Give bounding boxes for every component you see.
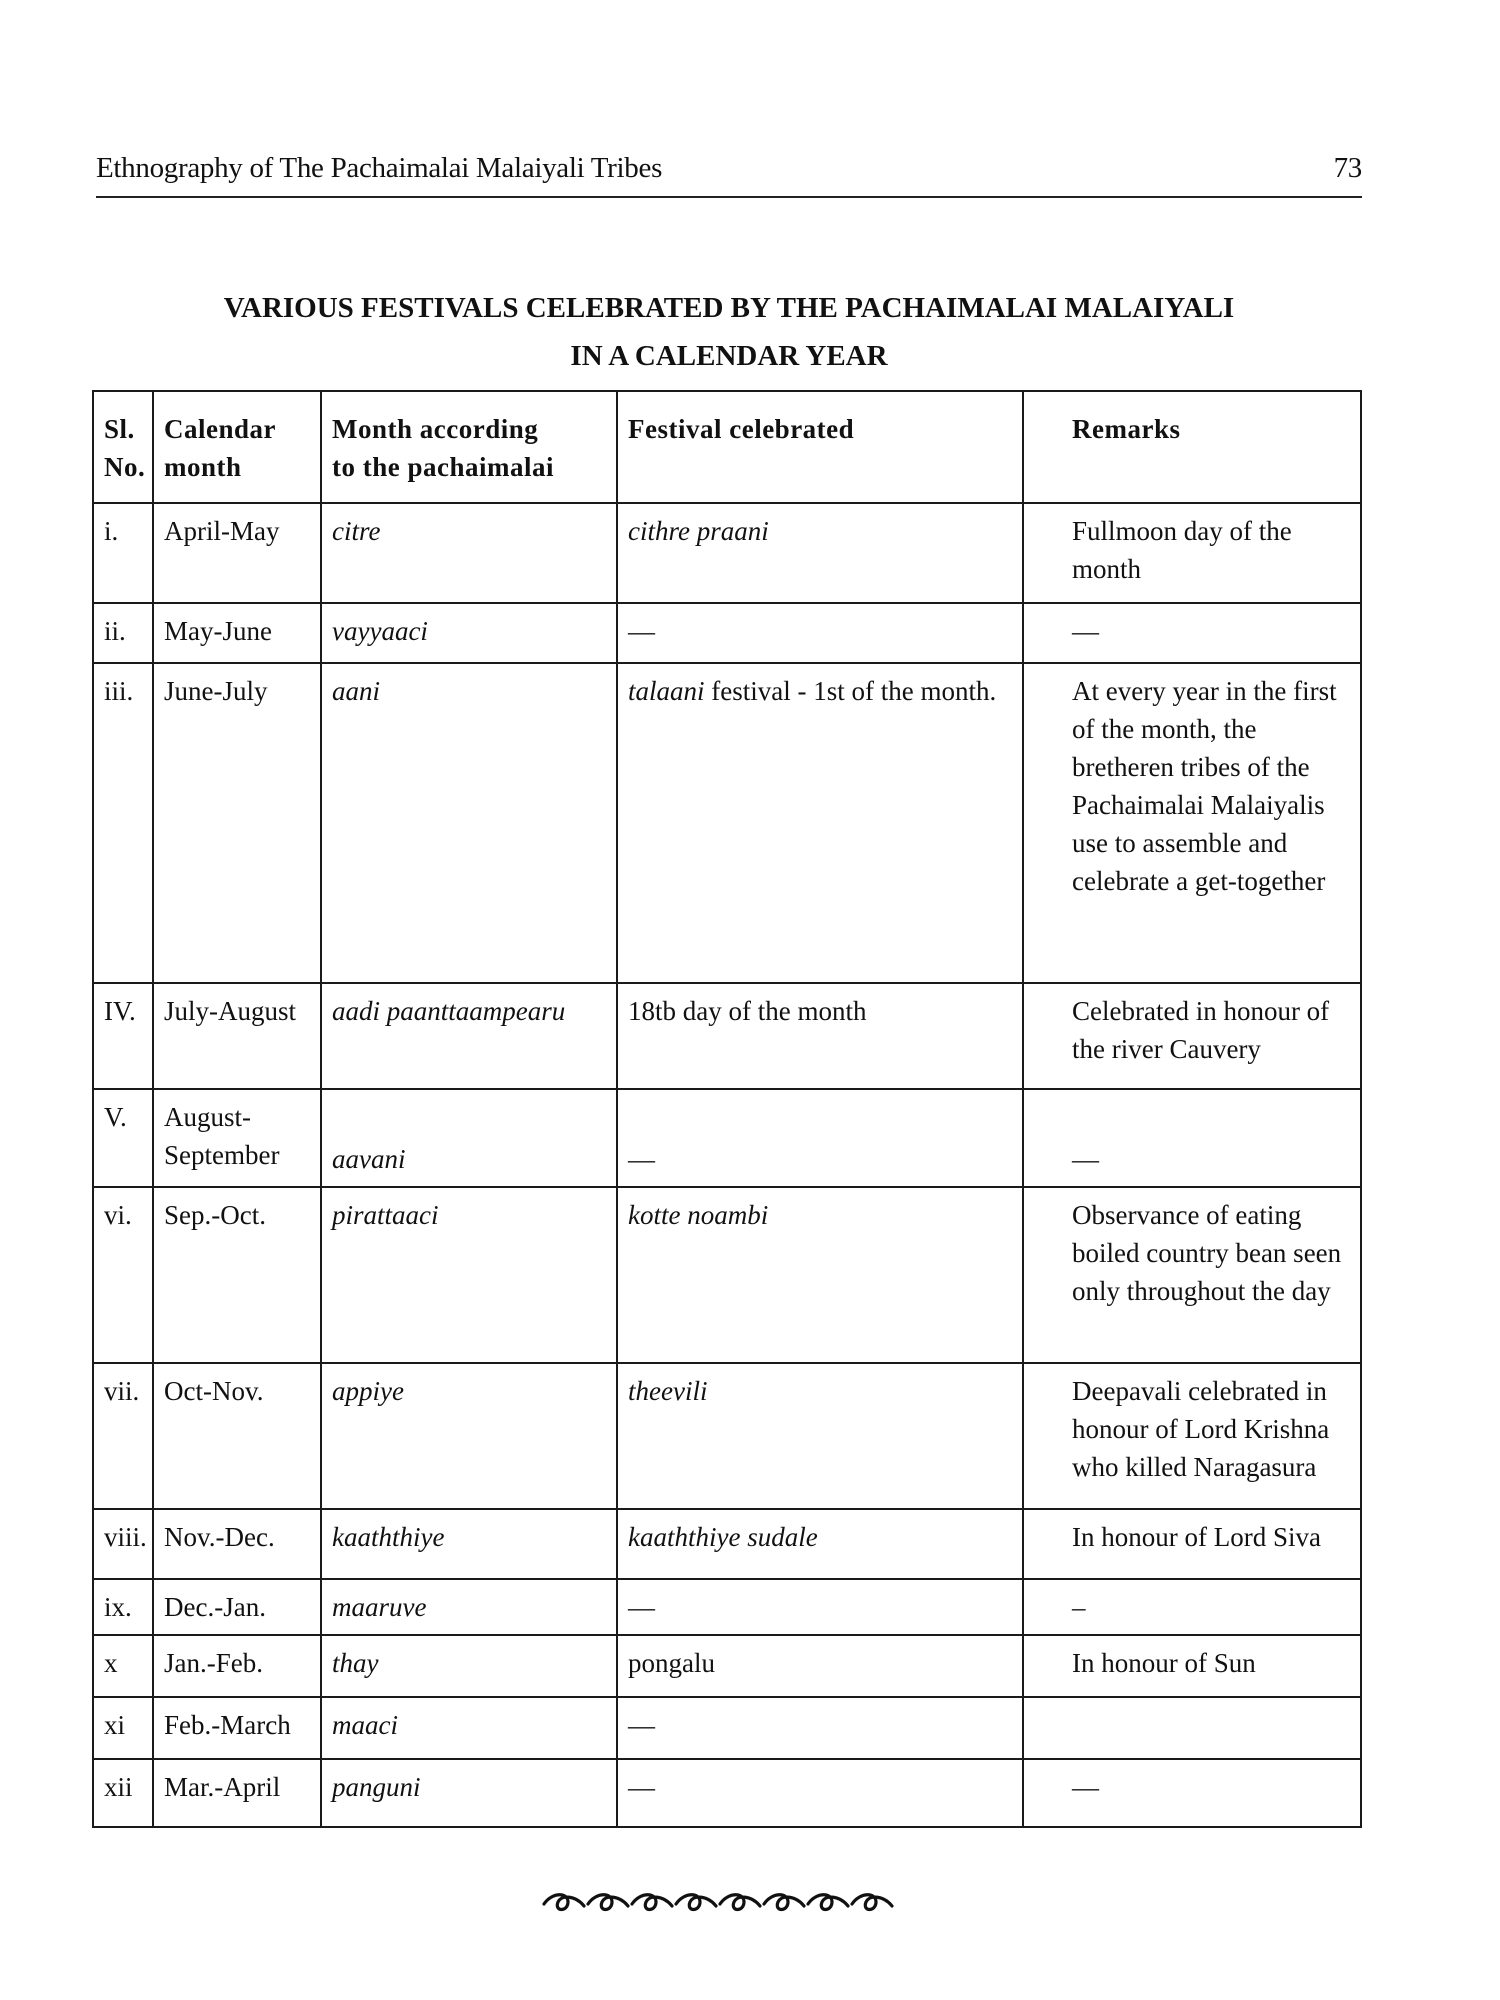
table-row bbox=[93, 503, 1361, 603]
table-row bbox=[93, 663, 1361, 983]
cell-month: maaruve bbox=[321, 1579, 617, 1635]
cell-sl: viii. bbox=[93, 1509, 153, 1579]
header-calendar-month: Calendar month bbox=[153, 391, 321, 503]
cell-sl: xii bbox=[93, 1759, 153, 1827]
cell-remarks: In honour of Sun bbox=[1023, 1635, 1361, 1697]
table-row bbox=[93, 1187, 1361, 1363]
cell-festival: — bbox=[617, 1579, 1023, 1635]
table-row bbox=[93, 1635, 1361, 1697]
table-row bbox=[93, 1509, 1361, 1579]
cell-calendar: June-July bbox=[153, 663, 321, 983]
table-row bbox=[93, 1759, 1361, 1827]
cell-month: vayyaaci bbox=[321, 603, 617, 663]
header-row bbox=[93, 391, 1361, 503]
cell-festival: cithre praani bbox=[617, 503, 1023, 603]
table-title-line-1: VARIOUS FESTIVALS CELEBRATED BY THE PACHAIMALAI MALAIYALI bbox=[223, 292, 1235, 324]
cell-sl: ix. bbox=[93, 1579, 153, 1635]
cell-remarks: — bbox=[1023, 1089, 1361, 1187]
cell-remarks: At every year in the first of the month, the bretheren tribes of the Pachaimalai Malaiyalis use to assemble and celebrate a get-together bbox=[1023, 663, 1361, 983]
cell-calendar: April-May bbox=[153, 503, 321, 603]
cell-festival: — bbox=[617, 603, 1023, 663]
cell-calendar: May-June bbox=[153, 603, 321, 663]
cell-festival: — bbox=[617, 1759, 1023, 1827]
cell-calendar: Feb.-March bbox=[153, 1697, 321, 1759]
cell-festival: pongalu bbox=[617, 1635, 1023, 1697]
cell-remarks: — bbox=[1023, 603, 1361, 663]
table-row bbox=[93, 1697, 1361, 1759]
cell-month: panguni bbox=[321, 1759, 617, 1827]
cell-remarks: Observance of eating boiled country bean seen only throughout the day bbox=[1023, 1187, 1361, 1363]
cell-calendar: August-September bbox=[153, 1089, 321, 1187]
table-row bbox=[93, 1579, 1361, 1635]
table-row bbox=[93, 983, 1361, 1089]
cell-sl: vi. bbox=[93, 1187, 153, 1363]
cell-month: thay bbox=[321, 1635, 617, 1697]
cell-sl: i. bbox=[93, 503, 153, 603]
cell-month: citre bbox=[321, 503, 617, 603]
cell-calendar: Oct-Nov. bbox=[153, 1363, 321, 1509]
cell-calendar: July-August bbox=[153, 983, 321, 1089]
cell-month: aadi paanttaampearu bbox=[321, 983, 617, 1089]
cell-remarks: Fullmoon day of the month bbox=[1023, 503, 1361, 603]
cell-calendar: Jan.-Feb. bbox=[153, 1635, 321, 1697]
table-row bbox=[93, 1363, 1361, 1509]
cell-sl: vii. bbox=[93, 1363, 153, 1509]
cell-sl: ii. bbox=[93, 603, 153, 663]
festivals-table bbox=[92, 390, 1362, 1828]
cell-sl: IV. bbox=[93, 983, 153, 1089]
decorative-ornament-divider bbox=[540, 1888, 900, 1918]
cell-calendar: Sep.-Oct. bbox=[153, 1187, 321, 1363]
cell-remarks: In honour of Lord Siva bbox=[1023, 1509, 1361, 1579]
header-remarks: Remarks bbox=[1023, 391, 1361, 503]
header-festival: Festival celebrated bbox=[617, 391, 1023, 503]
cell-month: appiye bbox=[321, 1363, 617, 1509]
cell-festival: — bbox=[617, 1089, 1023, 1187]
cell-festival: talaani festival - 1st of the month. bbox=[617, 663, 1023, 983]
cell-sl: x bbox=[93, 1635, 153, 1697]
cell-remarks bbox=[1023, 1697, 1361, 1759]
cell-remarks: Deepavali celebrated in honour of Lord Krishna who killed Naragasura bbox=[1023, 1363, 1361, 1509]
header-month-pachaimalai: Month according to the pachaimalai bbox=[321, 391, 617, 503]
table-title-line-2: IN A CALENDAR YEAR bbox=[570, 340, 888, 372]
cell-month: pirattaaci bbox=[321, 1187, 617, 1363]
cell-calendar: Dec.-Jan. bbox=[153, 1579, 321, 1635]
cell-sl: xi bbox=[93, 1697, 153, 1759]
cell-sl: V. bbox=[93, 1089, 153, 1187]
cell-remarks: – bbox=[1023, 1579, 1361, 1635]
header-sl-no: Sl. No. bbox=[93, 391, 153, 503]
cell-remarks: — bbox=[1023, 1759, 1361, 1827]
cell-festival: kotte noambi bbox=[617, 1187, 1023, 1363]
page-number: 73 bbox=[1333, 152, 1362, 184]
cell-calendar: Nov.-Dec. bbox=[153, 1509, 321, 1579]
cell-month: maaci bbox=[321, 1697, 617, 1759]
table-title bbox=[96, 284, 1362, 380]
cell-month: aavani bbox=[321, 1089, 617, 1187]
running-head bbox=[96, 152, 1362, 198]
cell-festival: — bbox=[617, 1697, 1023, 1759]
book-title: Ethnography of The Pachaimalai Malaiyali Tribes bbox=[96, 152, 663, 184]
cell-remarks: Celebrated in honour of the river Cauvery bbox=[1023, 983, 1361, 1089]
cell-month: aani bbox=[321, 663, 617, 983]
cell-month: kaaththiye bbox=[321, 1509, 617, 1579]
cell-festival: kaaththiye sudale bbox=[617, 1509, 1023, 1579]
cell-festival: 18tb day of the month bbox=[617, 983, 1023, 1089]
cell-sl: iii. bbox=[93, 663, 153, 983]
table-row bbox=[93, 1089, 1361, 1187]
cell-calendar: Mar.-April bbox=[153, 1759, 321, 1827]
table-row bbox=[93, 603, 1361, 663]
cell-festival: theevili bbox=[617, 1363, 1023, 1509]
